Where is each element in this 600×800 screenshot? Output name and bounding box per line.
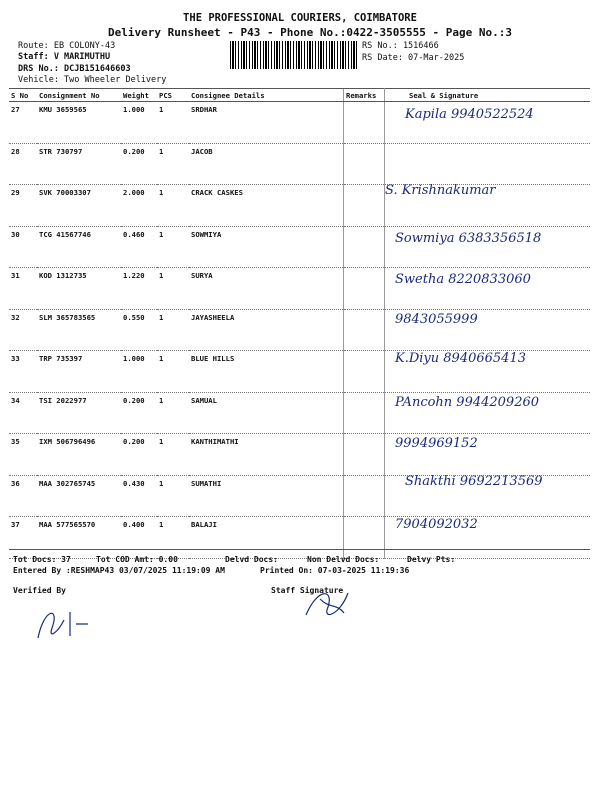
delvd-docs: Delvd Docs:	[225, 555, 278, 564]
cell-remarks	[344, 102, 385, 144]
cell-signature	[385, 392, 591, 434]
cell-consignee: JAYASHEELA	[189, 309, 344, 351]
cell-sno: 32	[9, 309, 37, 351]
vehicle-label: Vehicle: Two Wheeler Delivery	[18, 75, 167, 85]
cell-sno: 37	[9, 517, 37, 559]
cell-consignment: SLM 365783565	[37, 309, 121, 351]
cell-signature	[385, 351, 591, 393]
cell-consignment: KOD 1312735	[37, 268, 121, 310]
table-row	[9, 309, 590, 351]
verifier-signature	[30, 598, 110, 648]
cell-remarks	[344, 392, 385, 434]
cell-pcs: 1	[157, 517, 189, 559]
col-sno: S No	[9, 89, 37, 102]
cell-consignee: SUMATHI	[189, 475, 344, 517]
cell-remarks	[344, 226, 385, 268]
handwritten-signature: S. Krishnakumar	[385, 183, 496, 198]
table-header-row	[9, 89, 590, 102]
cell-remarks	[344, 309, 385, 351]
rs-number: RS No.: 1516466	[362, 41, 439, 51]
table-row	[9, 226, 590, 268]
barcode	[230, 41, 358, 69]
handwritten-signature: K.Diyu 8940665413	[395, 351, 526, 366]
handwritten-signature: 9994969152	[395, 436, 478, 451]
cell-weight: 0.550	[121, 309, 157, 351]
cell-consignment: TSI 2022977	[37, 392, 121, 434]
col-weight: Weight	[121, 89, 157, 102]
staff-signature-label: Staff Signature	[271, 586, 344, 595]
runsheet-table	[9, 88, 590, 559]
handwritten-signature: 7904092032	[395, 517, 478, 532]
cell-consignee: BALAJI	[189, 517, 344, 559]
table-row	[9, 143, 590, 185]
verified-by-label: Verified By	[13, 586, 66, 595]
table-row	[9, 392, 590, 434]
handwritten-signature: Kapila 9940522524	[405, 107, 534, 122]
staff-signature	[300, 585, 360, 625]
cell-sno: 28	[9, 143, 37, 185]
cell-consignee: BLUE HILLS	[189, 351, 344, 393]
tot-cod: Tot COD Amt: 0.00	[96, 555, 178, 564]
cell-consignment: KMU 3659565	[37, 102, 121, 144]
cell-sno: 35	[9, 434, 37, 476]
entered-by: Entered By :RESHMAP43 03/07/2025 11:19:09 AM	[13, 566, 225, 575]
cell-weight: 0.200	[121, 392, 157, 434]
cell-remarks	[344, 351, 385, 393]
delvy-pts: Delvy Pts:	[407, 555, 456, 564]
cell-remarks	[344, 475, 385, 517]
cell-signature	[385, 143, 591, 185]
cell-remarks	[344, 517, 385, 559]
cell-signature	[385, 475, 591, 517]
cell-pcs: 1	[157, 309, 189, 351]
cell-sno: 30	[9, 226, 37, 268]
col-consignee: Consignee Details	[189, 89, 344, 102]
cell-consignee: CRACK CASKES	[189, 185, 344, 227]
cell-pcs: 1	[157, 351, 189, 393]
cell-consignee: SOWMIYA	[189, 226, 344, 268]
cell-sno: 31	[9, 268, 37, 310]
table-row	[9, 434, 590, 476]
col-seal-signature: Seal & Signature	[385, 89, 591, 102]
printed-on: Printed On: 07-03-2025 11:19:36	[260, 566, 410, 575]
cell-sno: 33	[9, 351, 37, 393]
cell-weight: 0.400	[121, 517, 157, 559]
cell-consignment: TCG 41567746	[37, 226, 121, 268]
cell-pcs: 1	[157, 185, 189, 227]
cell-remarks	[344, 185, 385, 227]
handwritten-signature: Shakthi 9692213569	[405, 473, 543, 489]
cell-pcs: 1	[157, 143, 189, 185]
cell-pcs: 1	[157, 434, 189, 476]
handwritten-signature: PAncohn 9944209260	[395, 394, 540, 410]
rs-date: RS Date: 07-Mar-2025	[362, 53, 465, 63]
cell-consignment: SVK 70003307	[37, 185, 121, 227]
cell-sno: 34	[9, 392, 37, 434]
col-remarks: Remarks	[344, 89, 385, 102]
cell-consignee: JACOB	[189, 143, 344, 185]
cell-pcs: 1	[157, 102, 189, 144]
cell-signature	[385, 434, 591, 476]
cell-pcs: 1	[157, 226, 189, 268]
drs-number: DRS No.: DCJB151646603	[18, 64, 131, 74]
tot-docs: Tot Docs: 37	[13, 555, 71, 564]
cell-remarks	[344, 434, 385, 476]
table-row	[9, 185, 590, 227]
cell-consignment: STR 730797	[37, 143, 121, 185]
cell-weight: 0.430	[121, 475, 157, 517]
table-row	[9, 102, 590, 144]
cell-consignment: IXM 506796496	[37, 434, 121, 476]
cell-weight: 1.000	[121, 351, 157, 393]
cell-pcs: 1	[157, 268, 189, 310]
cell-consignee: SAMUAL	[189, 392, 344, 434]
table-row	[9, 268, 590, 310]
runsheet-title: Delivery Runsheet - P43 - Phone No.:0422-3505555 - Page No.:3	[108, 26, 512, 39]
cell-weight: 0.460	[121, 226, 157, 268]
handwritten-signature: Sowmiya 6383356518	[395, 230, 542, 246]
cell-sno: 29	[9, 185, 37, 227]
footer-divider	[9, 549, 590, 550]
cell-pcs: 1	[157, 392, 189, 434]
cell-consignee: SRDHAR	[189, 102, 344, 144]
cell-signature	[385, 226, 591, 268]
cell-consignment: MAA 577565570	[37, 517, 121, 559]
cell-signature	[385, 102, 591, 144]
cell-signature	[385, 185, 591, 227]
cell-weight: 1.000	[121, 102, 157, 144]
table-row	[9, 475, 590, 517]
cell-remarks	[344, 143, 385, 185]
cell-weight: 1.220	[121, 268, 157, 310]
col-consignment: Consignment No	[37, 89, 121, 102]
company-title: THE PROFESSIONAL COURIERS, COIMBATORE	[183, 12, 417, 24]
cell-pcs: 1	[157, 475, 189, 517]
cell-consignee: KANTHIMATHI	[189, 434, 344, 476]
handwritten-signature: 9843055999	[395, 311, 478, 327]
table-row	[9, 517, 590, 559]
cell-consignment: MAA 302765745	[37, 475, 121, 517]
col-pcs: PCS	[157, 89, 189, 102]
cell-remarks	[344, 268, 385, 310]
cell-weight: 0.200	[121, 143, 157, 185]
cell-sno: 36	[9, 475, 37, 517]
cell-consignment: TRP 735397	[37, 351, 121, 393]
cell-weight: 2.000	[121, 185, 157, 227]
non-delvd-docs: Non Delvd Docs:	[307, 555, 380, 564]
route-label: Route: EB COLONY-43	[18, 41, 116, 51]
cell-signature	[385, 517, 591, 559]
handwritten-signature: Swetha 8220833060	[395, 272, 531, 287]
cell-sno: 27	[9, 102, 37, 144]
table-row	[9, 351, 590, 393]
staff-label: Staff: V MARIMUTHU	[18, 52, 111, 62]
cell-signature	[385, 309, 591, 351]
cell-weight: 0.200	[121, 434, 157, 476]
cell-signature	[385, 268, 591, 310]
cell-consignee: SURYA	[189, 268, 344, 310]
